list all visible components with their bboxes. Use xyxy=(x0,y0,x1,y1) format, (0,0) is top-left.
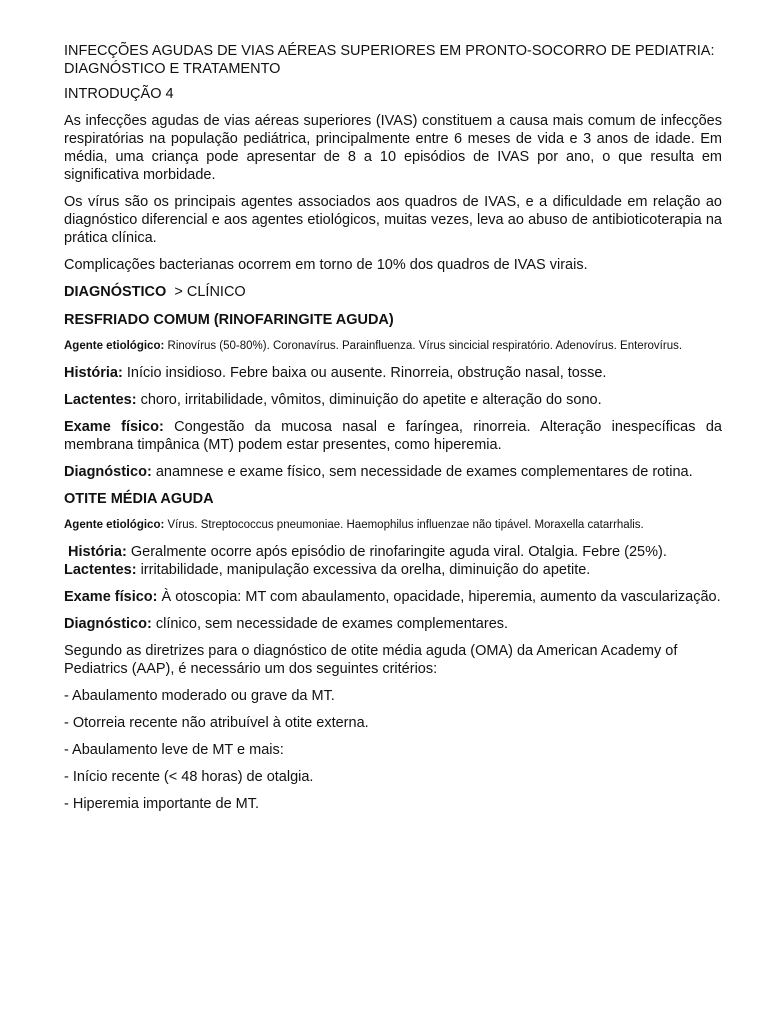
resfriado-exame xyxy=(64,418,722,454)
otite-heading: OTITE MÉDIA AGUDA xyxy=(64,491,214,507)
resfriado-lactentes xyxy=(64,391,722,409)
diagnostico-label: DIAGNÓSTICO xyxy=(64,284,167,300)
otite-exame-text: À otoscopia: MT com abaulamento, opacidade, hiperemia, aumento da vascularização. xyxy=(161,589,721,605)
resfriado-agente-label: Agente etiológico: xyxy=(64,340,165,352)
resfriado-exame-text: Congestão da mucosa nasal e faríngea, rinorreia. Alteração inespecíficas da membrana timpânica (MT) podem estar presentes, como hiperemia. xyxy=(64,419,722,453)
diagnostico-value: CLÍNICO xyxy=(186,284,246,300)
criteria-item: - Otorreia recente não atribuível à otite externa. xyxy=(64,715,369,731)
diagnostico-heading xyxy=(64,283,722,301)
resfriado-exame-label: Exame físico: xyxy=(64,419,164,435)
otite-diag-label: Diagnóstico: xyxy=(64,616,152,632)
resfriado-historia-label: História: xyxy=(64,365,123,381)
otite-lactentes xyxy=(64,561,722,579)
otite-historia xyxy=(64,543,722,561)
otite-diag-text: clínico, sem necessidade de exames complementares. xyxy=(155,616,509,632)
intro-paragraph: As infecções agudas de vias aéreas superiores (IVAS) constituem a causa mais comum de infecções respiratórias na população pediátrica, principalmente entre 6 meses de vida e 3 anos de idade. Em média, uma criança pode apresentar de 8 a 10 episódios de IVAS por ano, o que resulta em significativa morbidade. xyxy=(64,113,722,183)
otite-diagnostico xyxy=(64,615,722,633)
document-body xyxy=(64,42,722,822)
resfriado-historia xyxy=(64,364,722,382)
otite-aap-paragraph: Segundo as diretrizes para o diagnóstico de otite média aguda (OMA) da American Academy of Pediatrics (AAP), é necessário um dos seguintes critérios: xyxy=(64,643,678,677)
otite-lactentes-label: Lactentes: xyxy=(64,562,137,578)
criteria-item: - Início recente (< 48 horas) de otalgia. xyxy=(64,769,314,785)
resfriado-diag-text: anamnese e exame físico, sem necessidade de exames complementares de rotina. xyxy=(155,464,693,480)
otite-exame xyxy=(64,588,722,606)
document-title: INFECÇÕES AGUDAS DE VIAS AÉREAS SUPERIORES EM PRONTO-SOCORRO DE PEDIATRIA: DIAGNÓSTICO E TRATAMENTO xyxy=(64,43,715,77)
otite-agente xyxy=(64,518,722,533)
intro-heading: INTRODUÇÃO 4 xyxy=(64,86,174,102)
otite-agente-text: Vírus. Streptococcus pneumoniae. Haemophilus influenzae não tipável. Moraxella catarrhalis. xyxy=(167,519,644,531)
otite-lactentes-text: irritabilidade, manipulação excessiva da orelha, diminuição do apetite. xyxy=(140,562,591,578)
intro-paragraph: Os vírus são os principais agentes associados aos quadros de IVAS, e a dificuldade em relação ao diagnóstico diferencial e aos agentes etiológicos, muitas vezes, leva ao abuso de antibioticoterapia na prática clínica. xyxy=(64,194,722,246)
resfriado-agente xyxy=(64,339,722,354)
criteria-item: - Abaulamento leve de MT e mais: xyxy=(64,742,284,758)
diagnostico-arrow: > xyxy=(174,284,183,300)
otite-exame-label: Exame físico: xyxy=(64,589,158,605)
criteria-item: - Abaulamento moderado ou grave da MT. xyxy=(64,688,335,704)
otite-agente-label: Agente etiológico: xyxy=(64,519,165,531)
resfriado-historia-text: Início insidioso. Febre baixa ou ausente. Rinorreia, obstrução nasal, tosse. xyxy=(126,365,607,381)
resfriado-diagnostico xyxy=(64,463,722,481)
criteria-item: - Hiperemia importante de MT. xyxy=(64,796,260,812)
intro-paragraph: Complicações bacterianas ocorrem em torno de 10% dos quadros de IVAS virais. xyxy=(64,257,588,273)
otite-historia-label: História: xyxy=(68,544,127,560)
resfriado-diag-label: Diagnóstico: xyxy=(64,464,152,480)
resfriado-heading: RESFRIADO COMUM (RINOFARINGITE AGUDA) xyxy=(64,312,394,328)
resfriado-agente-text: Rinovírus (50-80%). Coronavírus. Parainfluenza. Vírus sincicial respiratório. Adenovírus. Enterovírus. xyxy=(167,340,683,352)
otite-historia-text: Geralmente ocorre após episódio de rinofaringite aguda viral. Otalgia. Febre (25%). xyxy=(130,544,667,560)
resfriado-lactentes-label: Lactentes: xyxy=(64,392,137,408)
resfriado-lactentes-text: choro, irritabilidade, vômitos, diminuição do apetite e alteração do sono. xyxy=(140,392,602,408)
